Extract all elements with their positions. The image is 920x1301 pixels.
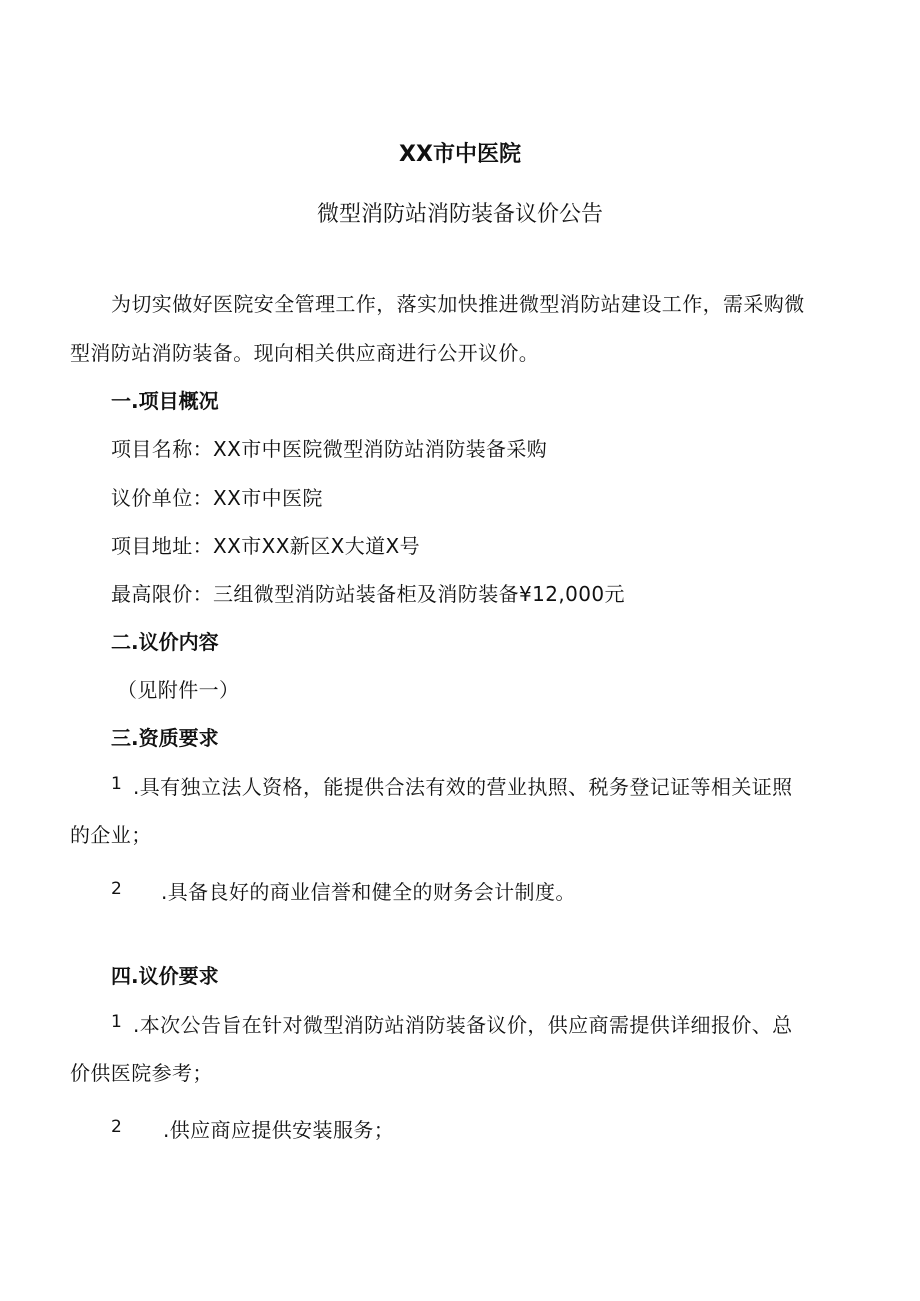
section4-heading: 四.议价要求 xyxy=(111,964,219,988)
section4-item1-number: 1 xyxy=(111,1012,122,1032)
project-address: 项目地址：XX市XX新区X大道X号 xyxy=(111,534,421,558)
section4-item2-text: .供应商应提供安装服务； xyxy=(163,1118,395,1142)
section3-heading: 三.资质要求 xyxy=(111,726,219,750)
section3-item2-text: .具备良好的商业信誉和健全的财务会计制度。 xyxy=(161,880,576,904)
intro-paragraph-line1: 为切实做好医院安全管理工作，落实加快推进微型消防站建设工作，需采购微 xyxy=(111,292,805,316)
section4-item2-number: 2 xyxy=(111,1117,122,1137)
document-title-line2: 微型消防站消防装备议价公告 xyxy=(316,202,603,227)
price-limit: 最高限价：三组微型消防站装备柜及消防装备¥12,000元 xyxy=(111,582,625,606)
section3-item1-number: 1 xyxy=(111,774,122,794)
section3-item2-number: 2 xyxy=(111,879,122,899)
section1-heading: 一.项目概况 xyxy=(111,389,219,413)
section3-item1-line1: .具有独立法人资格，能提供合法有效的营业执照、税务登记证等相关证照 xyxy=(133,775,793,799)
section3-item1-line2: 的企业； xyxy=(70,823,152,847)
section4-item1-line2: 价供医院参考； xyxy=(70,1061,213,1085)
document-title-line1: XX市中医院 xyxy=(399,142,521,167)
section4-item1-line1: .本次公告旨在针对微型消防站消防装备议价，供应商需提供详细报价、总 xyxy=(133,1013,793,1037)
attachment-note: （见附件一） xyxy=(117,678,240,702)
project-name: 项目名称：XX市中医院微型消防站消防装备采购 xyxy=(111,437,548,461)
section2-heading: 二.议价内容 xyxy=(111,630,219,654)
bidding-unit: 议价单位：XX市中医院 xyxy=(111,486,323,510)
intro-paragraph-line2: 型消防站消防装备。现向相关供应商进行公开议价。 xyxy=(70,341,540,365)
